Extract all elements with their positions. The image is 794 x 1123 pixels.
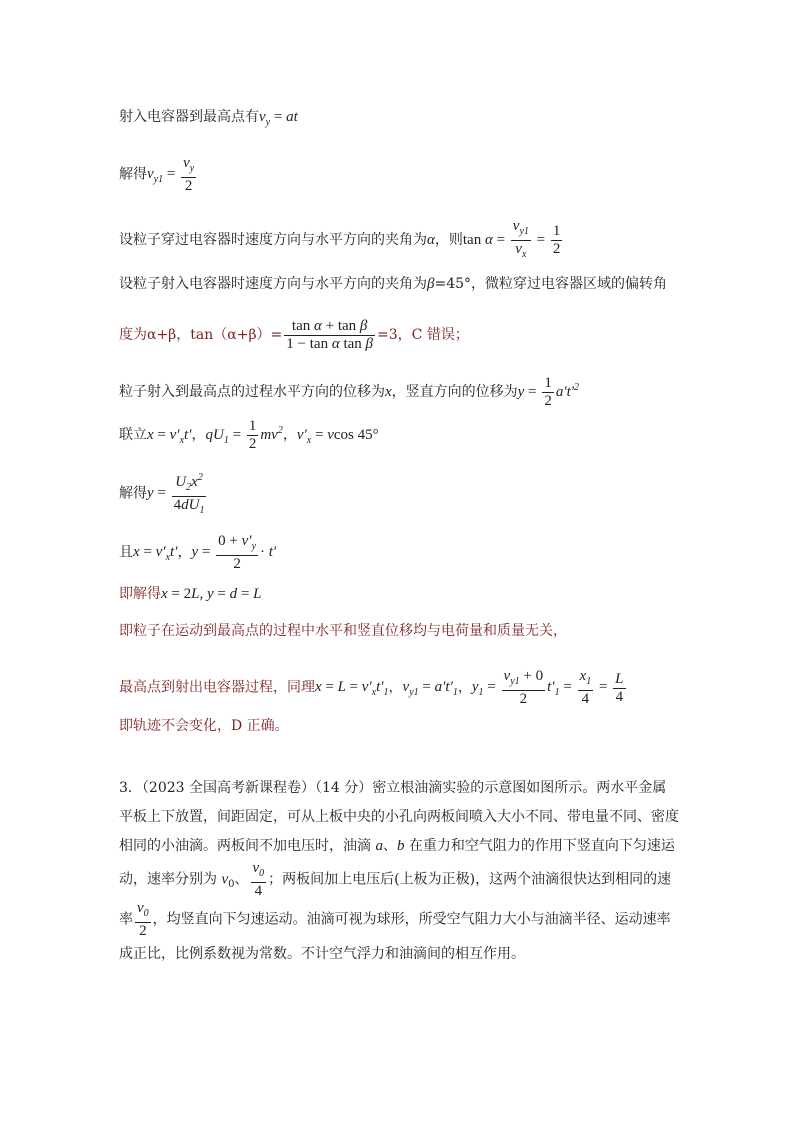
line-tan-sum: 度为α+β，tan（α+β）= $\frac{\text{tan α + tan β}}{\text{1 − tan α tan β}}$ =3，C 错误； xyxy=(119,318,469,352)
line-independent: 即粒子在运动到最高点的过程中水平和竖直位移均与电荷量和质量无关， xyxy=(119,623,567,639)
line-combine: 联立$x = v'_xt'$，$qU_1$ = $\frac{1}{2}$ $mv^2$，$v'_x = vcos$ 45° xyxy=(119,418,379,452)
line-vy1: 解得$v_{y1}$ = $\frac{v_y}{2}$ xyxy=(119,155,195,194)
line-highest-point: 最高点到射出电容器过程，同理$x = L = v'_xt'_1$，$v_{y1} = a't'_1$，$y_1$ = $\frac{v_{y1} + 0}{2}$ $t'_1$ = $\frac{x_1}{4}$ = $\frac{L}{4}$ xyxy=(119,668,624,707)
question-3: 3．（2023 全国高考新课程卷）（14 分）密立根油滴实验的示意图如图所示。两水平金属平板上下放置，间距固定，可从上板中央的小孔向两板间喷入大小不同、带电量不同、密度相同的小油滴。两板间不加电压时，油滴 a、b 在重力和空气阻力的作用下竖直向下匀速运动，速率分别为 $v_0$、 $\frac{v_0}{4}$ ；两板间加上电压后(上板为正极)，这两个油滴很快达到相同的速率 $\frac{v_0}{2}$ ，均竖直向下匀速运动。油滴可视为球形，所受空气阻力大小与油滴半径、运动速率成正比，比例系数视为常数。不计空气浮力和油滴间的相互作用。 xyxy=(119,780,679,963)
line-solve: 即解得x = 2L, y = d = L xyxy=(119,586,262,602)
line-tan-alpha: 设粒子穿过电容器时速度方向与水平方向的夹角为α，则tan α = $\frac{v_{y1}}{v_x}$ = $\frac{1}{2}$ xyxy=(119,218,561,260)
line-conclusion: 即轨迹不会变化，D 正确。 xyxy=(119,718,289,734)
line-beta: 设粒子射入电容器时速度方向与水平方向的夹角为β=45°，微粒穿过电容器区域的偏转角 xyxy=(119,276,668,292)
line-and: 且$x = v'_xt'$，y = $\frac{0 + v'_y}{2}$ · t′ xyxy=(119,533,277,572)
line-vy-at: 射入电容器到最高点有$v_y$ = at xyxy=(119,109,298,128)
line-displacement: 粒子射入到最高点的过程水平方向的位移为x，竖直方向的位移为y = $\frac{1}{2}$ $a't'^2$ xyxy=(119,375,580,409)
line-y-result: 解得y = $\frac{U_2x^2}{4dU_1}$ xyxy=(119,469,208,519)
